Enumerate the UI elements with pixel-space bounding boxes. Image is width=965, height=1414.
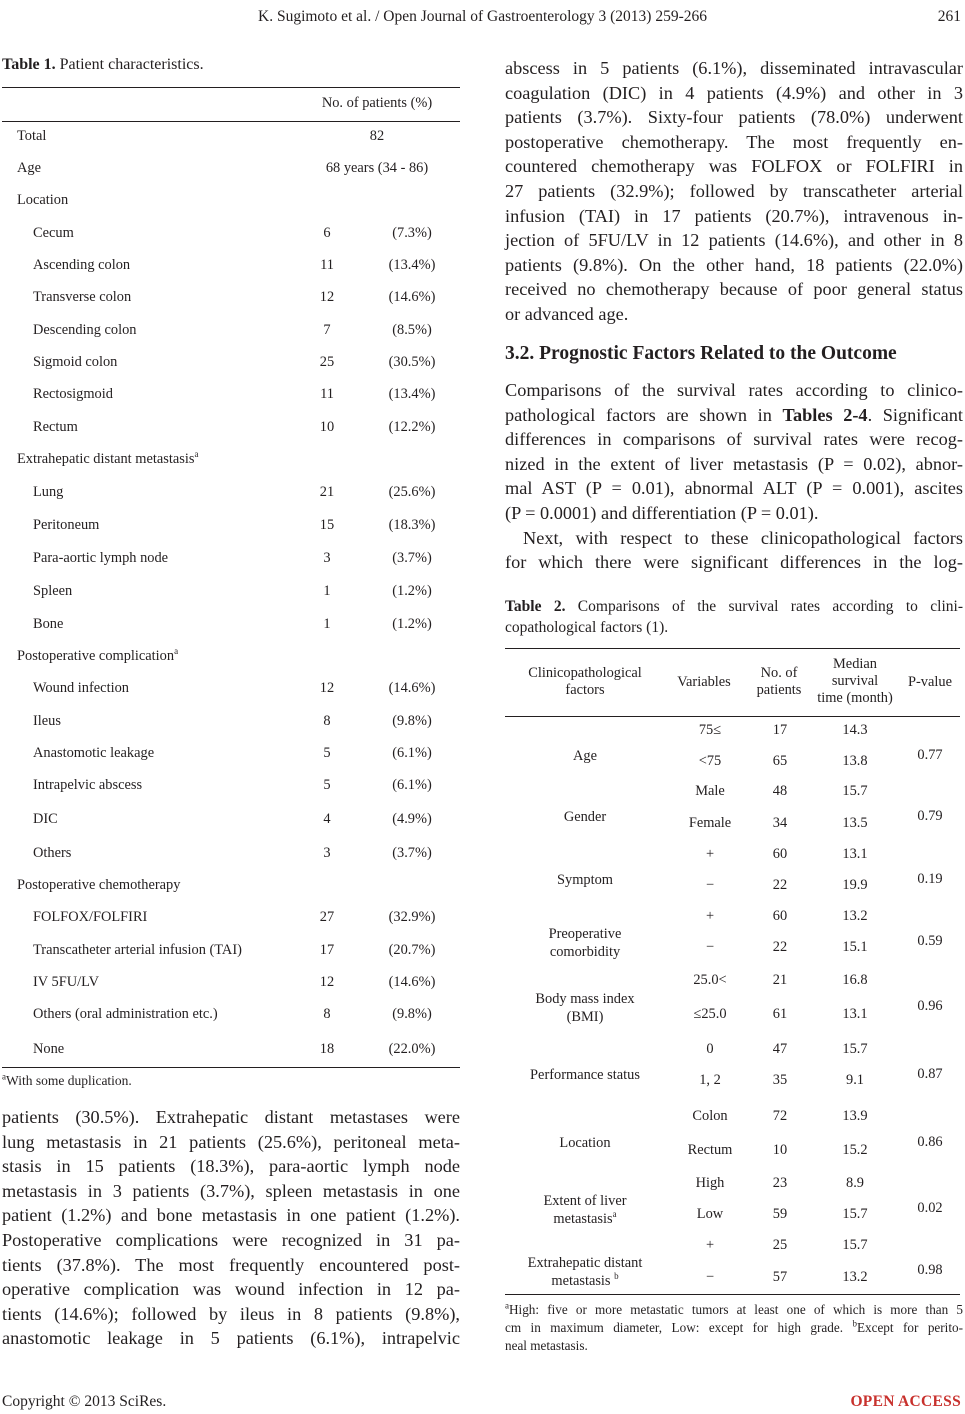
table1-row-count: 25 (319, 354, 335, 370)
table1-row-label: Location (17, 192, 69, 208)
paragraph-line: patients (3.7%). Sixty-four patients (78.0%) underwent (505, 107, 963, 128)
table2-factor-line: comorbidity (549, 943, 621, 960)
table1-row (2, 257, 460, 277)
table1-row-percent: (25.6%) (388, 484, 436, 500)
right-body-paragraph-1 (505, 56, 963, 327)
table1-row-count: 8 (323, 1006, 331, 1022)
table2-variable: Male (695, 783, 725, 799)
table1-row-count: 3 (323, 550, 331, 566)
table2-factor (505, 1192, 665, 1228)
table1-row-count: 3 (323, 845, 331, 861)
table1-row-label: Extrahepatic distant metastasis (17, 451, 195, 467)
table2-variable: + (705, 908, 715, 924)
table1-row (2, 713, 460, 733)
table1-row-label-wrap (17, 648, 178, 665)
table1-row-count: 5 (323, 745, 331, 761)
para2-line: Next, with respect to these clinicopathological factors (523, 527, 963, 548)
table1-row (2, 1006, 460, 1026)
copyright-footer: Copyright © 2013 SciRes. (2, 1393, 167, 1410)
table1-row (2, 354, 460, 374)
table2-variable: Low (696, 1206, 724, 1222)
table2-patients: 61 (772, 1006, 788, 1022)
table2-patients: 59 (772, 1206, 788, 1222)
table1-row-label: IV 5FU/LV (33, 974, 99, 990)
table1-footnote (2, 1073, 132, 1089)
table1-row-percent: (12.2%) (388, 419, 436, 435)
paragraph-line: received no chemotherapy because of poor general status (505, 279, 963, 300)
table1-row (2, 128, 460, 148)
table2-variable: 1, 2 (699, 1072, 721, 1088)
table1-row-count: 6 (323, 225, 331, 241)
table1-row (2, 1041, 460, 1061)
table1-row-count: 1 (323, 583, 331, 599)
header-text: survival (831, 673, 879, 689)
table1-row-count: 1 (323, 616, 331, 632)
table2-pvalue: 0.02 (917, 1199, 943, 1216)
table2-median: 13.2 (842, 1269, 868, 1285)
table2-header-pvalue: P-value (908, 674, 952, 690)
table1-row-percent: (9.8%) (392, 713, 432, 729)
table2-patients: 17 (772, 722, 788, 738)
table1-row (2, 583, 460, 603)
table1-row-percent: (30.5%) (388, 354, 436, 370)
page-number: 261 (937, 8, 961, 25)
table1-row-percent: (4.9%) (392, 811, 432, 827)
paragraph-line: metastasis in 3 patients (3.7%), spleen metastasis in one (2, 1180, 460, 1201)
table2-caption-text: Comparisons of the survival rates according to clini- (565, 598, 963, 615)
table2-patients: 21 (772, 972, 788, 988)
footnote-line: neal metastasis. (505, 1338, 588, 1353)
table2-median: 15.7 (842, 1041, 868, 1057)
table2-factor-line: Location (559, 1135, 611, 1151)
table2-caption-line: copathological factors (1). (505, 619, 669, 636)
table1-row (2, 616, 460, 636)
table1-row-percent: (1.2%) (392, 583, 432, 599)
para2-line: (P = 0.0001) and differentiation (P = 0.01). (505, 502, 819, 523)
footnote-sup: b (852, 1318, 857, 1329)
table2-median: 13.5 (842, 815, 868, 831)
table2-factor-sup: a (612, 1208, 617, 1219)
tables-reference: Tables 2-4 (782, 404, 868, 425)
table1-row-count: 12 (319, 680, 335, 696)
paragraph-line: patient (1.2%) and bone metastasis in one patient (1.2%). (2, 1205, 460, 1226)
table2-caption (505, 596, 963, 638)
table2-factor (505, 871, 665, 889)
paragraph-line: abscess in 5 patients (6.1%), disseminated intravascular (505, 58, 963, 78)
para2-line: mal AST (P = 0.01), abnormal ALT (P = 0.001), ascites (505, 478, 963, 499)
open-access-badge: OPEN ACCESS (850, 1393, 961, 1410)
table1-row-label: Wound infection (33, 680, 129, 696)
table2-median: 15.7 (842, 783, 868, 799)
table1-footnote-sup: a (2, 1071, 6, 1082)
table2-median: 9.1 (846, 1072, 864, 1088)
table1-row-count: 4 (323, 811, 331, 827)
table1-row (2, 386, 460, 406)
table2-header-rule (505, 716, 960, 717)
table1-row-count: 17 (319, 942, 335, 958)
table2-pvalue: 0.87 (917, 1065, 943, 1082)
table2-median: 8.9 (846, 1175, 864, 1191)
table1-row-label: Others (33, 845, 72, 861)
footnote-text: cm in maximum diameter, Low: except for high grade. (505, 1320, 853, 1335)
table1-row-count: 15 (319, 517, 335, 533)
table1-row (2, 451, 460, 471)
table1-column-header: No. of patients (%) (321, 95, 433, 111)
table2-patients: 10 (772, 1142, 788, 1158)
paragraph-line: postoperative chemotherapy. The most frequently en- (505, 131, 963, 152)
table2-patients: 48 (772, 783, 788, 799)
table1-row (2, 811, 460, 831)
table2-caption-label: Table 2. (505, 598, 566, 615)
header-text: Clinicopathological (528, 665, 642, 681)
table1-row-percent: (7.3%) (392, 225, 432, 241)
table1-row-count: 8 (323, 713, 331, 729)
table2-variable: 75≤ (698, 722, 722, 738)
paragraph-line: tients (14.6%); followed by ileus in 8 patients (9.8%), (2, 1303, 460, 1324)
table1-row-label: Ascending colon (33, 257, 131, 273)
header-text: patients (756, 682, 802, 698)
table2-variable: High (695, 1175, 725, 1191)
table2-variable: − (705, 1269, 715, 1285)
table2-patients: 23 (772, 1175, 788, 1191)
table2-variable: 0 (706, 1041, 714, 1057)
table1-row-label: Intrapelvic abscess (33, 777, 143, 793)
table1-row-label: Para-aortic lymph node (33, 550, 169, 566)
footnote-text: High: five or more metastatic tumors at least one of which is more than 5 (509, 1302, 963, 1317)
table1-row (2, 550, 460, 570)
table1-row-count: 7 (323, 322, 331, 338)
table2-factor (505, 808, 665, 826)
table1-row-percent: (13.4%) (388, 386, 436, 402)
table2-factor (505, 990, 665, 1026)
journal-header-title: K. Sugimoto et al. / Open Journal of Gastroenterology 3 (2013) 259-266 (258, 8, 707, 25)
table2-pvalue: 0.77 (917, 746, 943, 763)
para2-line: differences in comparisons of survival rates were recog- (505, 429, 963, 450)
table1-row-label: Cecum (33, 225, 74, 241)
table2-pvalue: 0.86 (917, 1134, 943, 1150)
table2-header-median (809, 656, 901, 707)
table1-row (2, 160, 460, 180)
table1-row-count: 18 (319, 1041, 335, 1057)
table1-row-label: Rectum (33, 419, 78, 435)
table2-factor (505, 925, 665, 961)
footnote-text: Except for perito- (856, 1320, 963, 1335)
table2-factor-line: Preoperative (548, 925, 622, 942)
table2-bottom-rule (505, 1294, 960, 1295)
table2-median: 13.1 (842, 846, 868, 862)
paragraph-line: or advanced age. (505, 303, 629, 324)
table2-factor-line: Symptom (557, 871, 613, 888)
table1-row-label: None (33, 1041, 65, 1057)
table1-row-label: DIC (33, 811, 58, 827)
table2-variable: − (705, 877, 715, 893)
table1-row-count: 11 (320, 257, 334, 273)
table2-variable: + (705, 846, 715, 862)
table1-row-label: Peritoneum (33, 517, 100, 533)
table2-variable: ≤25.0 (693, 1006, 727, 1022)
table2-median: 15.7 (842, 1206, 868, 1222)
table1-row-label: Sigmoid colon (33, 354, 118, 370)
table1-row-label: Transcatheter arterial infusion (TAI) (33, 942, 242, 958)
table1-row-label: Ileus (33, 713, 61, 729)
header-text: No. of (760, 665, 798, 681)
table2-patients: 72 (772, 1108, 788, 1124)
table1-row (2, 845, 460, 865)
table1-caption (2, 56, 204, 74)
table2-top-rule (505, 648, 960, 649)
table1-row-label: Lung (33, 484, 64, 500)
table1-row-percent: (22.0%) (388, 1041, 436, 1057)
table2-factor (505, 747, 665, 765)
section-heading: 3.2. Prognostic Factors Related to the Outcome (505, 343, 897, 364)
table1-row-count: 12 (319, 289, 335, 305)
table2-variable: Female (688, 815, 732, 831)
table1-row-label: Postoperative complication (17, 648, 175, 664)
table2-factor-line: metastasis (551, 1273, 615, 1289)
table1-bottom-rule (2, 1067, 460, 1068)
table2-patients: 25 (772, 1237, 788, 1253)
table2-median: 15.7 (842, 1237, 868, 1253)
paragraph-line: patients (30.5%). Extrahepatic distant metastases were (2, 1107, 460, 1127)
table1-row-value: 82 (369, 128, 385, 144)
footnote-line (505, 1319, 963, 1337)
table1-row-value: 68 years (34 - 86) (325, 160, 429, 176)
table1-row (2, 942, 460, 962)
table2-factor-line: metastasis (553, 1210, 613, 1227)
para2-text: . Significant (867, 404, 963, 425)
table2-patients: 60 (772, 846, 788, 862)
table2-factor (505, 1066, 665, 1084)
table2-variable: 25.0< (693, 972, 727, 988)
table1-row-label: FOLFOX/FOLFIRI (33, 909, 148, 925)
table1-row-percent: (1.2%) (392, 616, 432, 632)
table2-factor-line: Age (573, 747, 597, 764)
table1-row (2, 648, 460, 668)
table1-row-label-wrap (17, 451, 198, 468)
paragraph-line: 27 patients (32.9%); followed by transcatheter arterial (505, 180, 963, 201)
table2-patients: 65 (772, 753, 788, 769)
table1-row (2, 680, 460, 700)
table1-row-percent: (3.7%) (392, 550, 432, 566)
table1-row (2, 225, 460, 245)
table2-pvalue: 0.96 (917, 998, 943, 1014)
table2-patients: 35 (772, 1072, 788, 1088)
table1-row (2, 974, 460, 994)
para2-line: Comparisons of the survival rates according to clinico- (505, 380, 963, 400)
table2-variable: Colon (692, 1108, 728, 1124)
para2-text: pathological factors are shown in (505, 404, 783, 425)
table2-patients: 34 (772, 815, 788, 831)
table1-row-percent: (3.7%) (392, 845, 432, 861)
table1-row-percent: (18.3%) (388, 517, 436, 533)
table2-factor-sup: b (614, 1271, 619, 1282)
footnote-sup: a (505, 1300, 509, 1311)
table1-row-count: 10 (319, 419, 335, 435)
table2-patients: 60 (772, 908, 788, 924)
left-body-paragraph (2, 1105, 460, 1351)
paragraph-line: lung metastasis in 21 patients (25.6%), peritoneal meta- (2, 1131, 460, 1152)
table2-factor-line: Extrahepatic distant (527, 1255, 643, 1271)
table1-row-percent: (6.1%) (392, 777, 432, 793)
table1-row (2, 322, 460, 342)
para2-line: for which there were significant differences in the log- (505, 552, 963, 573)
paragraph-line: patients (9.8%). On the other hand, 18 patients (22.0%) (505, 254, 963, 275)
table2-patients: 22 (772, 939, 788, 955)
table2-factor-line: Body mass index (535, 991, 635, 1007)
table1-row-label: Anastomotic leakage (33, 745, 155, 761)
table1-row-percent: (9.8%) (392, 1006, 432, 1022)
table2-median: 16.8 (842, 972, 868, 988)
table1-row-label: Descending colon (33, 322, 137, 338)
table2-factor (505, 1134, 665, 1152)
table2-median: 13.8 (842, 753, 868, 769)
paragraph-line: tients (37.8%). The most frequently encountered post- (2, 1254, 460, 1275)
table2-variable: Rectum (687, 1142, 733, 1158)
table2-median: 13.1 (842, 1006, 868, 1022)
header-text: time (month) (817, 690, 893, 706)
paragraph-line: Postoperative complications were recognized in 31 pa- (2, 1229, 460, 1250)
table2-factor (505, 1254, 665, 1290)
table1-row-percent: (32.9%) (388, 909, 436, 925)
table1-row-sup: a (194, 449, 199, 460)
table1-row-percent: (13.4%) (388, 257, 436, 273)
table1-row-label: Transverse colon (33, 289, 132, 305)
paragraph-line: coagulation (DIC) in 4 patients (4.9%) and other in 3 (505, 82, 963, 103)
table1-row (2, 877, 460, 897)
table2-median: 15.1 (842, 939, 868, 955)
table1-row-label: Others (oral administration etc.) (33, 1006, 218, 1022)
table2-factor-line: (BMI) (566, 1009, 604, 1025)
table1-caption-label: Table 1. (2, 56, 56, 73)
footnote-line (505, 1301, 963, 1319)
header-text: Median (833, 656, 877, 672)
table1-row (2, 192, 460, 212)
table1-row-label: Age (17, 160, 41, 176)
table2-pvalue: 0.19 (917, 870, 943, 887)
table2-median: 15.2 (842, 1142, 868, 1158)
paragraph-line: jection of 5FU/LV in 12 patients (14.6%), and other in 8 (505, 230, 963, 251)
table1-row (2, 909, 460, 929)
para2-line (505, 403, 963, 428)
table1-row-label: Postoperative chemotherapy (17, 877, 181, 893)
table2-pvalue: 0.59 (917, 932, 943, 949)
table1-row (2, 484, 460, 504)
table1-row-percent: (8.5%) (392, 322, 432, 338)
table1-row-label: Spleen (33, 583, 73, 599)
table2-pvalue: 0.79 (917, 808, 943, 824)
paragraph-line: operative complication was wound infection in 12 pa- (2, 1279, 460, 1300)
table2-pvalue: 0.98 (917, 1262, 943, 1278)
table2-factor-line: Performance status (530, 1066, 640, 1083)
table1-row-label: Bone (33, 616, 64, 632)
table1-header-rule (2, 121, 460, 122)
paragraph-line: anastomotic leakage in 5 patients (6.1%), intrapelvic (2, 1328, 460, 1349)
table2-median: 19.9 (842, 877, 868, 893)
table1-row-count: 11 (320, 386, 334, 402)
paragraph-line: infusion (TAI) in 17 patients (20.7%), intravenous in- (505, 205, 963, 226)
table1-row-sup: a (174, 646, 179, 657)
table1-row (2, 289, 460, 309)
table2-variable: + (705, 1237, 715, 1253)
table1-row-percent: (14.6%) (388, 289, 436, 305)
table1-row (2, 745, 460, 765)
table1-row-percent: (14.6%) (388, 974, 436, 990)
table1-row-count: 21 (319, 484, 335, 500)
table2-caption-line (505, 596, 963, 617)
paragraph-line: countered chemotherapy was FOLFOX or FOLFIRI in (505, 156, 963, 177)
table2-variable: − (705, 939, 715, 955)
table1-row-count: 12 (319, 974, 335, 990)
paragraph-line: stasis in 15 patients (18.3%), para-aortic lymph node (2, 1156, 460, 1177)
table2-median: 13.2 (842, 908, 868, 924)
table1-row-label: Total (17, 128, 47, 144)
table2-median: 13.9 (842, 1108, 868, 1124)
table2-variable: <75 (698, 753, 722, 769)
para2-line: nized in the extent of liver metastasis (P = 0.02), abnor- (505, 453, 963, 474)
right-body-paragraph-2 (505, 378, 963, 575)
table2-header-patients (748, 665, 810, 699)
table1-row-percent: (6.1%) (392, 745, 432, 761)
table1-row (2, 777, 460, 797)
table2-patients: 47 (772, 1041, 788, 1057)
table1-row-count: 5 (323, 777, 331, 793)
table2-patients: 57 (772, 1269, 788, 1285)
table2-header-factors (505, 665, 665, 699)
table2-patients: 22 (772, 877, 788, 893)
table1-row (2, 419, 460, 439)
table1-row (2, 517, 460, 537)
table2-footnote (505, 1301, 963, 1355)
table1-caption-text: Patient characteristics. (55, 56, 204, 73)
table2-header-variables: Variables (677, 674, 731, 690)
table2-factor-line: Gender (563, 809, 607, 825)
table1-row-label: Rectosigmoid (33, 386, 113, 402)
table1-row-percent: (14.6%) (388, 680, 436, 696)
table1-top-rule (2, 87, 460, 88)
table1-footnote-text: With some duplication. (6, 1073, 132, 1088)
table1-row-percent: (20.7%) (388, 942, 436, 958)
table1-row-count: 27 (319, 909, 335, 925)
table2-median: 14.3 (842, 722, 868, 738)
table2-factor-line: Extent of liver (543, 1192, 627, 1209)
header-text: factors (565, 682, 605, 698)
